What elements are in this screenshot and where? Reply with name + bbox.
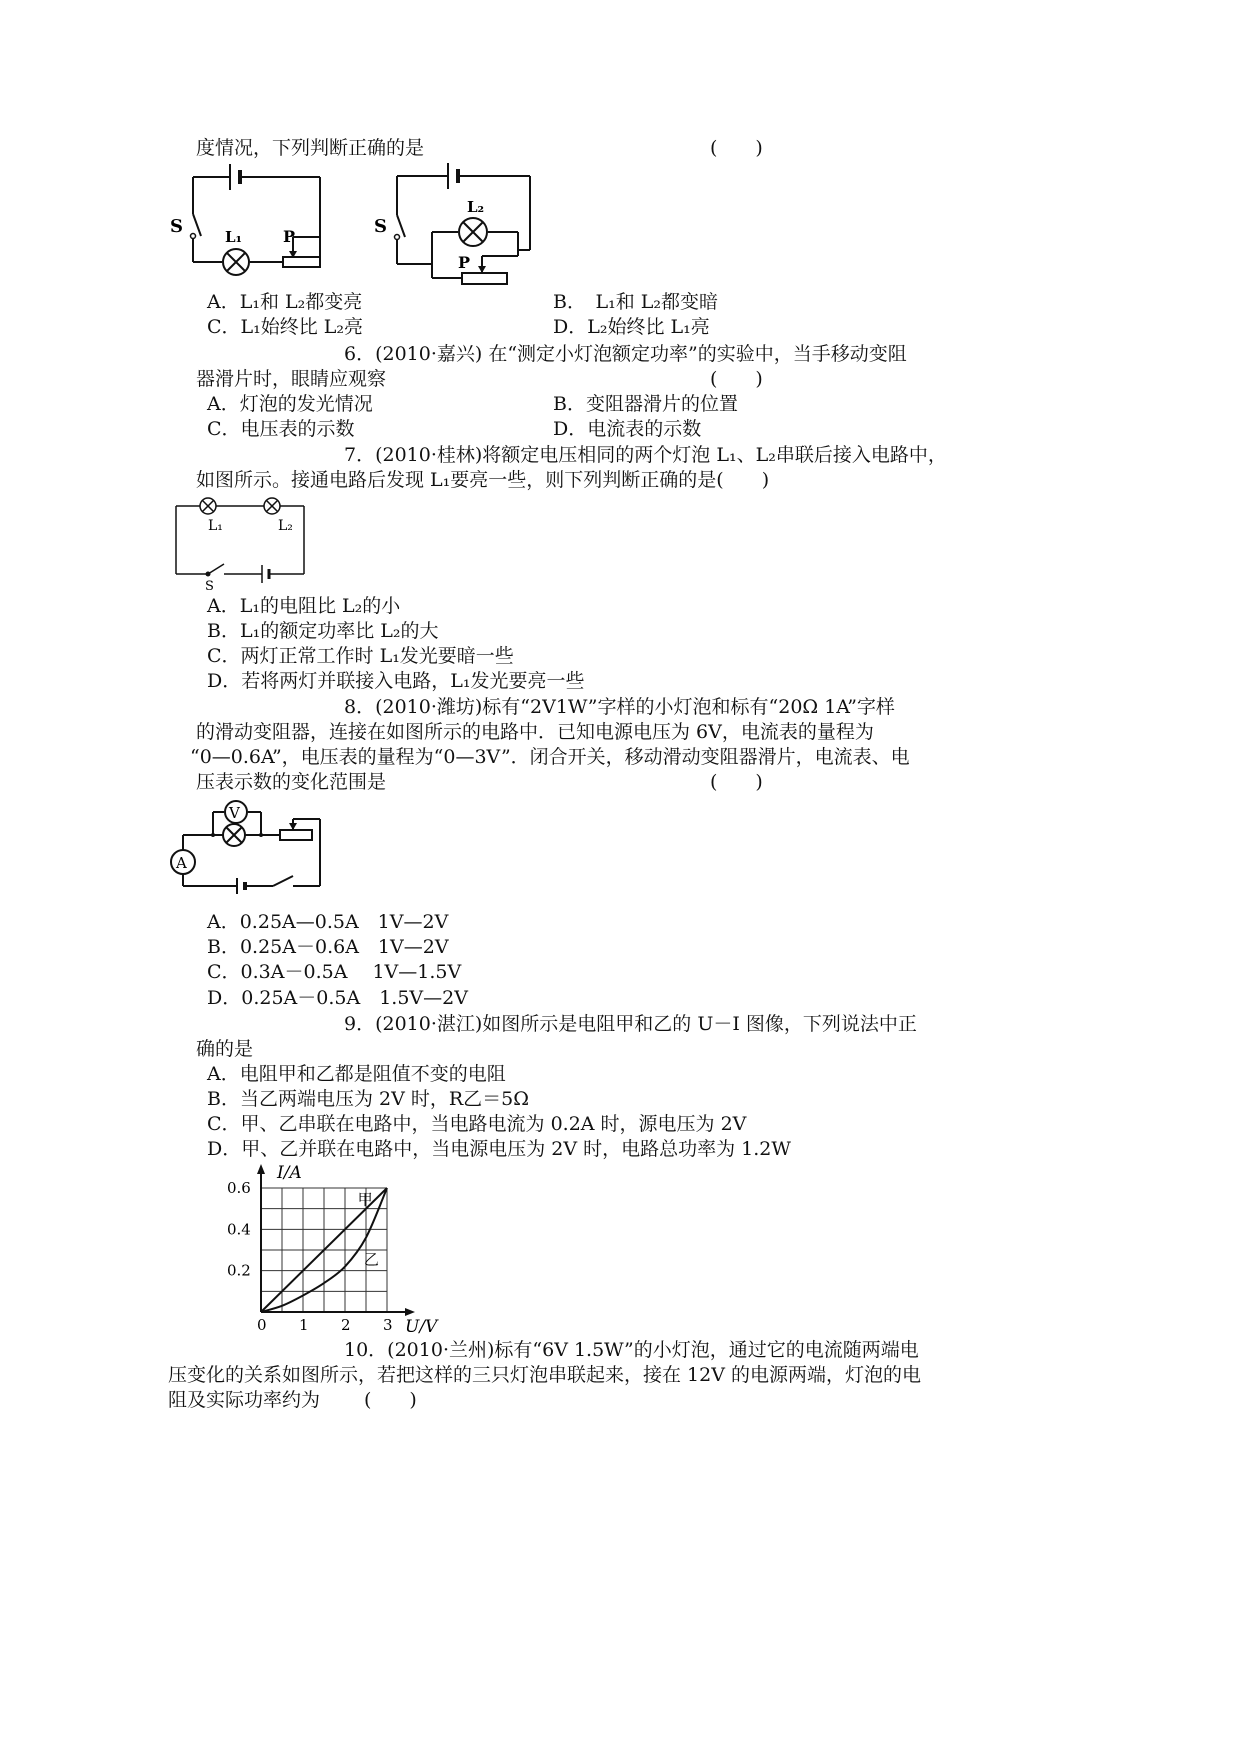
q5-fig2-switch-label: S: [374, 216, 387, 237]
q6-answer-blank: ( ): [710, 368, 763, 390]
q7-option-c: C．两灯正常工作时 L₁发光要暗一些: [207, 645, 514, 667]
q8-option-d: D．0.25A－0.5A 1.5V—2V: [207, 987, 468, 1009]
q5-stem: 度情况，下列判断正确的是: [196, 137, 425, 159]
q8-option-c: C．0.3A－0.5A 1V—1.5V: [207, 961, 462, 983]
q5-lamp-l2-icon: [459, 218, 487, 246]
q5-fig1-lamp-label: L₁: [225, 228, 243, 246]
q10-stem-line-3: 阻及实际功率约为: [168, 1389, 321, 1411]
chart-y-axis-label: I/A: [277, 1163, 302, 1183]
q7-fig-l1-label: L₁: [208, 518, 223, 534]
q10-stem-line-1: 10．(2010·兰州)标有“6V 1.5W”的小灯泡，通过它的电流随两端电: [344, 1339, 919, 1361]
q8-stem-line-3: “0—0.6A”，电压表的量程为“0—3V”．闭合开关，移动滑动变阻器滑片，电流表、电: [190, 746, 910, 768]
chart-x-tick-label: 2: [341, 1316, 351, 1334]
q6-stem-line-1: 6．(2010·嘉兴) 在“测定小灯泡额定功率”的实验中，当手移动变阻: [344, 343, 907, 365]
q6-option-d: D．电流表的示数: [553, 418, 702, 440]
chart-y-tick-label: 0.4: [227, 1220, 251, 1239]
q5-option-c: C．L₁始终比 L₂亮: [207, 316, 364, 338]
chart-x-axis-arrow: [405, 1308, 415, 1316]
q9-option-d: D．甲、乙并联在电路中，当电源电压为 2V 时，电路总功率为 1.2W: [207, 1138, 791, 1160]
q5-option-d: D．L₂始终比 L₁亮: [553, 316, 710, 338]
q8-answer-blank: ( ): [710, 771, 763, 793]
q5-fig2-lamp-label: L₂: [467, 198, 485, 216]
q6-stem-line-2: 器滑片时，眼睛应观察: [196, 368, 387, 390]
q8-circuit-figure: [165, 792, 330, 897]
q8-option-b: B．0.25A－0.6A 1V—2V: [207, 936, 449, 958]
q8-stem-line-4: 压表示数的变化范围是: [196, 771, 387, 793]
chart-x-tick-label: 1: [299, 1316, 309, 1334]
q9-option-a: A．电阻甲和乙都是阻值不变的电阻: [207, 1063, 506, 1085]
q9-ui-chart: [225, 1160, 445, 1340]
q5-lamp-l1-icon: [223, 249, 249, 275]
q7-stem-line-2: 如图所示。接通电路后发现 L₁要亮一些，则下列判断正确的是( ): [196, 469, 770, 491]
q8-stem-line-2: 的滑动变阻器，连接在如图所示的电路中．已知电源电压为 6V，电流表的量程为: [196, 721, 874, 743]
chart-x-axis-label: U/V: [405, 1317, 438, 1337]
q8-lamp-icon: [223, 824, 245, 846]
q7-lamp-l2-icon: [264, 498, 280, 514]
chart-x-tick-label: 3: [383, 1316, 393, 1334]
q5-fig1-slider-label: P: [283, 227, 296, 246]
q10-answer-blank: ( ): [364, 1389, 417, 1411]
q6-option-a: A．灯泡的发光情况: [207, 393, 373, 415]
q5-fig1-switch-label: S: [170, 216, 183, 237]
chart-series-label-jia: 甲: [357, 1190, 373, 1209]
q8-option-a: A．0.25A—0.5A 1V—2V: [207, 911, 449, 933]
q5-circuit-figure-2: [370, 160, 545, 295]
q5-answer-blank: ( ): [710, 137, 763, 159]
q10-stem-line-2: 压变化的关系如图所示，若把这样的三只灯泡串联起来，接在 12V 的电源两端，灯泡的电: [168, 1364, 921, 1386]
q9-stem-line-1: 9．(2010·湛江)如图所示是电阻甲和乙的 U－I 图像，下列说法中正: [344, 1013, 917, 1035]
q7-option-b: B．L₁的额定功率比 L₂的大: [207, 620, 439, 642]
chart-y-tick-label: 0.2: [227, 1261, 251, 1280]
chart-x-tick-label: 0: [257, 1316, 267, 1334]
q5-option-a: A．L₁和 L₂都变亮: [207, 291, 363, 313]
q7-stem-line-1: 7．(2010·桂林)将额定电压相同的两个灯泡 L₁、L₂串联后接入电路中，: [344, 444, 947, 466]
chart-y-axis-arrow: [257, 1164, 265, 1174]
q6-option-c: C．电压表的示数: [207, 418, 355, 440]
q5-circuit-figure-1: [165, 162, 335, 277]
q9-stem-line-2: 确的是: [196, 1038, 254, 1060]
q8-ammeter-label: A: [176, 854, 187, 872]
chart-series-label-yi: 乙: [363, 1250, 379, 1269]
q7-option-d: D．若将两灯并联接入电路，L₁发光要亮一些: [207, 670, 585, 692]
chart-y-tick-label: 0.6: [227, 1179, 251, 1197]
q7-fig-switch-label: S: [205, 579, 214, 594]
q8-stem-line-1: 8．(2010·潍坊)标有“2V1W”字样的小灯泡和标有“20Ω 1A”字样: [344, 696, 895, 718]
q8-voltmeter-icon: [225, 801, 247, 823]
q5-fig2-slider-label: P: [458, 253, 471, 272]
q9-option-c: C．甲、乙串联在电路中，当电路电流为 0.2A 时，源电压为 2V: [207, 1113, 747, 1135]
q9-option-b: B．当乙两端电压为 2V 时，R乙＝5Ω: [207, 1088, 529, 1110]
q5-option-b: B． L₁和 L₂都变暗: [553, 291, 718, 313]
q7-fig-l2-label: L₂: [278, 518, 293, 534]
q7-option-a: A．L₁的电阻比 L₂的小: [207, 595, 401, 617]
q7-lamp-l1-icon: [200, 498, 216, 514]
q6-option-b: B．变阻器滑片的位置: [553, 393, 738, 415]
q7-circuit-figure: [170, 490, 315, 594]
q8-voltmeter-label: V: [229, 804, 240, 822]
q8-ammeter-icon: [171, 850, 195, 874]
